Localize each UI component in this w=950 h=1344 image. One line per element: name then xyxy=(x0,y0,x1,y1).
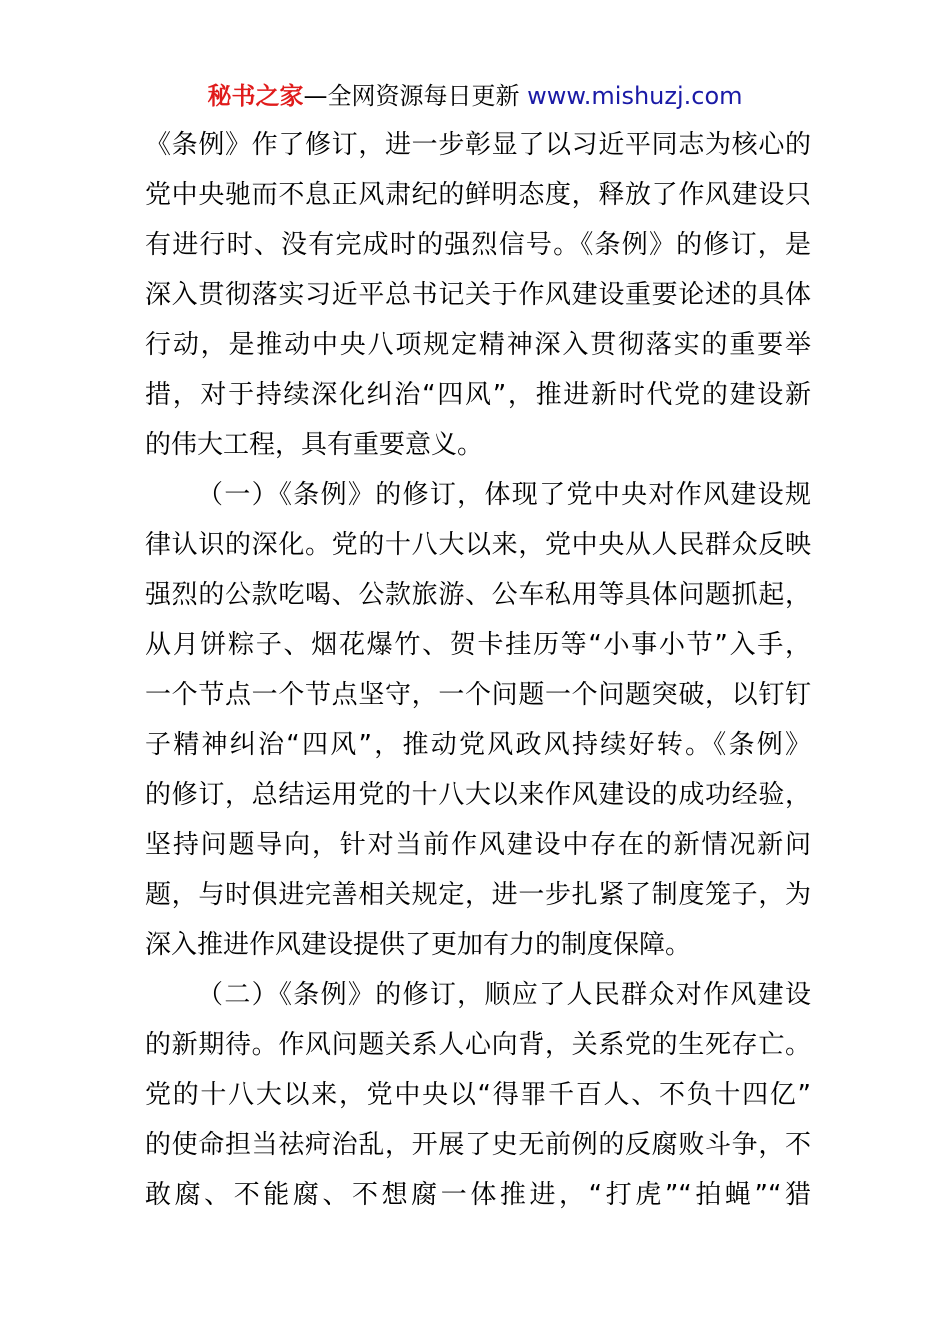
paragraph xyxy=(145,970,811,1220)
text-line: （一）《条例》的修订，体现了党中央对作风建设规 xyxy=(197,480,811,510)
text-line: 的新期待。作风问题关系人心向背，关系党的生死存亡。 xyxy=(145,1030,811,1060)
text-line: 的伟大工程，具有重要意义。 xyxy=(145,430,484,460)
page-header xyxy=(0,78,950,114)
site-url[interactable]: www.mishuzj.com xyxy=(519,82,743,110)
text-line: 强烈的公款吃喝、公款旅游、公车私用等具体问题抓起， xyxy=(145,580,811,610)
text-line: 措，对于持续深化纠治“四风”，推进新时代党的建设新 xyxy=(145,380,811,410)
text-line: 党的十八大以来，党中央以“得罪千百人、不负十四亿” xyxy=(145,1080,811,1110)
paragraph xyxy=(145,120,811,470)
text-line: 《条例》作了修订，进一步彰显了以习近平同志为核心的 xyxy=(145,130,811,160)
text-line: 一个节点一个节点坚守，一个问题一个问题突破，以钉钉 xyxy=(145,680,811,710)
document-body xyxy=(145,120,811,1220)
text-line: （二）《条例》的修订，顺应了人民群众对作风建设 xyxy=(197,980,811,1010)
header-tagline: —全网资源每日更新 xyxy=(303,82,520,110)
text-line: 的使命担当祛疴治乱，开展了史无前例的反腐败斗争，不 xyxy=(145,1130,811,1160)
text-line: 题，与时俱进完善相关规定，进一步扎紧了制度笼子，为 xyxy=(145,880,811,910)
text-line: 有进行时、没有完成时的强烈信号。《条例》的修订，是 xyxy=(145,230,811,260)
text-line: 律认识的深化。党的十八大以来，党中央从人民群众反映 xyxy=(145,530,811,560)
brand-name: 秘书之家 xyxy=(207,82,304,110)
text-line: 党中央驰而不息正风肃纪的鲜明态度，释放了作风建设只 xyxy=(145,180,811,210)
text-line: 敢腐、不能腐、不想腐一体推进，“打虎”“拍蝇”“猎 xyxy=(145,1180,811,1210)
text-line: 深入推进作风建设提供了更加有力的制度保障。 xyxy=(145,930,692,960)
text-line: 坚持问题导向，针对当前作风建设中存在的新情况新问 xyxy=(145,830,811,860)
text-line: 行动，是推动中央八项规定精神深入贯彻落实的重要举 xyxy=(145,330,811,360)
paragraph xyxy=(145,470,811,970)
text-line: 从月饼粽子、烟花爆竹、贺卡挂历等“小事小节”入手， xyxy=(145,630,811,660)
text-line: 深入贯彻落实习近平总书记关于作风建设重要论述的具体 xyxy=(145,280,811,310)
text-line: 子精神纠治“四风”，推动党风政风持续好转。《条例》 xyxy=(145,730,811,760)
text-line: 的修订，总结运用党的十八大以来作风建设的成功经验， xyxy=(145,780,811,810)
